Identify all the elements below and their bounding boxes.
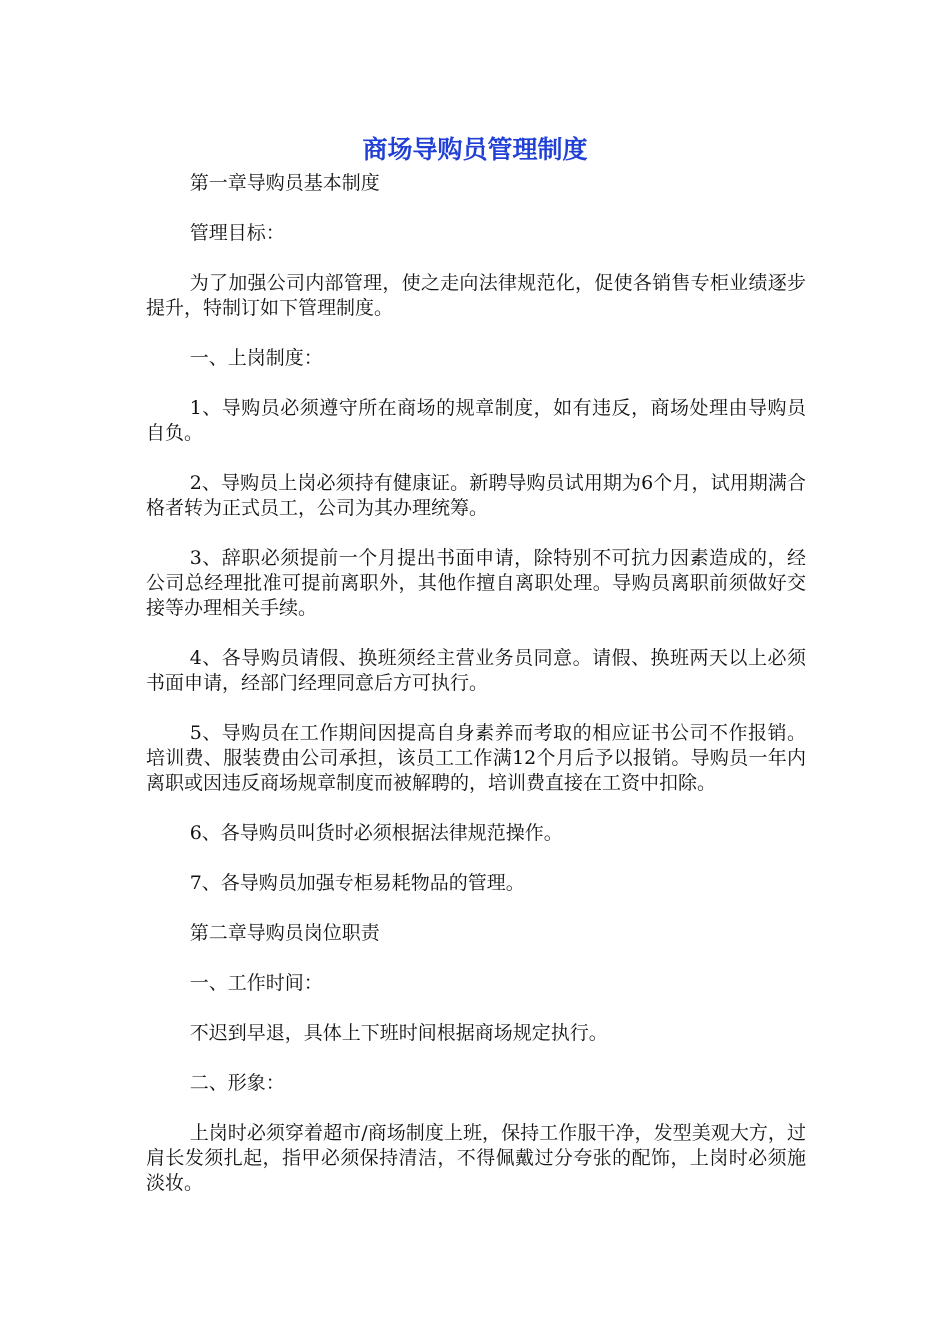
list-item: 7、各导购员加强专柜易耗物品的管理。 xyxy=(189,872,525,894)
paragraph: 为了加强公司内部管理，使之走向法律规范化，促使各销售专柜业绩逐步提升，特制订如下管理制度。 xyxy=(146,272,806,319)
section-heading: 一、工作时间： xyxy=(189,972,323,994)
section-heading: 管理目标： xyxy=(189,222,285,244)
list-item: 3、辞职必须提前一个月提出书面申请，除特别不可抗力因素造成的，经公司总经理批准可提前离职外，其他作擅自离职处理。导购员离职前须做好交接等办理相关手续。 xyxy=(146,547,806,619)
section-heading: 一、上岗制度： xyxy=(189,347,323,369)
list-item: 1、导购员必须遵守所在商场的规章制度，如有违反，商场处理由导购员自负。 xyxy=(146,397,806,444)
chapter-heading: 第二章导购员岗位职责 xyxy=(189,922,380,944)
list-item: 2、导购员上岗必须持有健康证。新聘导购员试用期为6个月，试用期满合格者转为正式员工，公司为其办理统筹。 xyxy=(146,472,806,519)
list-item: 4、各导购员请假、换班须经主营业务员同意。请假、换班两天以上必须书面申请，经部门经理同意后方可执行。 xyxy=(146,647,806,694)
paragraph: 不迟到早退，具体上下班时间根据商场规定执行。 xyxy=(189,1022,608,1044)
paragraph: 上岗时必须穿着超市/商场制度上班，保持工作服干净，发型美观大方，过肩长发须扎起，指甲必须保持清洁，不得佩戴过分夸张的配饰，上岗时必须施淡妆。 xyxy=(146,1122,806,1194)
document-body xyxy=(146,171,806,1221)
list-item: 5、导购员在工作期间因提高自身素养而考取的相应证书公司不作报销。培训费、服装费由公司承担，该员工工作满12个月后予以报销。导购员一年内离职或因违反商场规章制度而被解聘的，培训费直接在工资中扣除。 xyxy=(146,722,806,794)
list-item: 6、各导购员叫货时必须根据法律规范操作。 xyxy=(189,822,563,844)
chapter-heading: 第一章导购员基本制度 xyxy=(189,172,380,194)
document-title: 商场导购员管理制度 xyxy=(362,135,588,164)
section-heading: 二、形象： xyxy=(189,1072,285,1094)
